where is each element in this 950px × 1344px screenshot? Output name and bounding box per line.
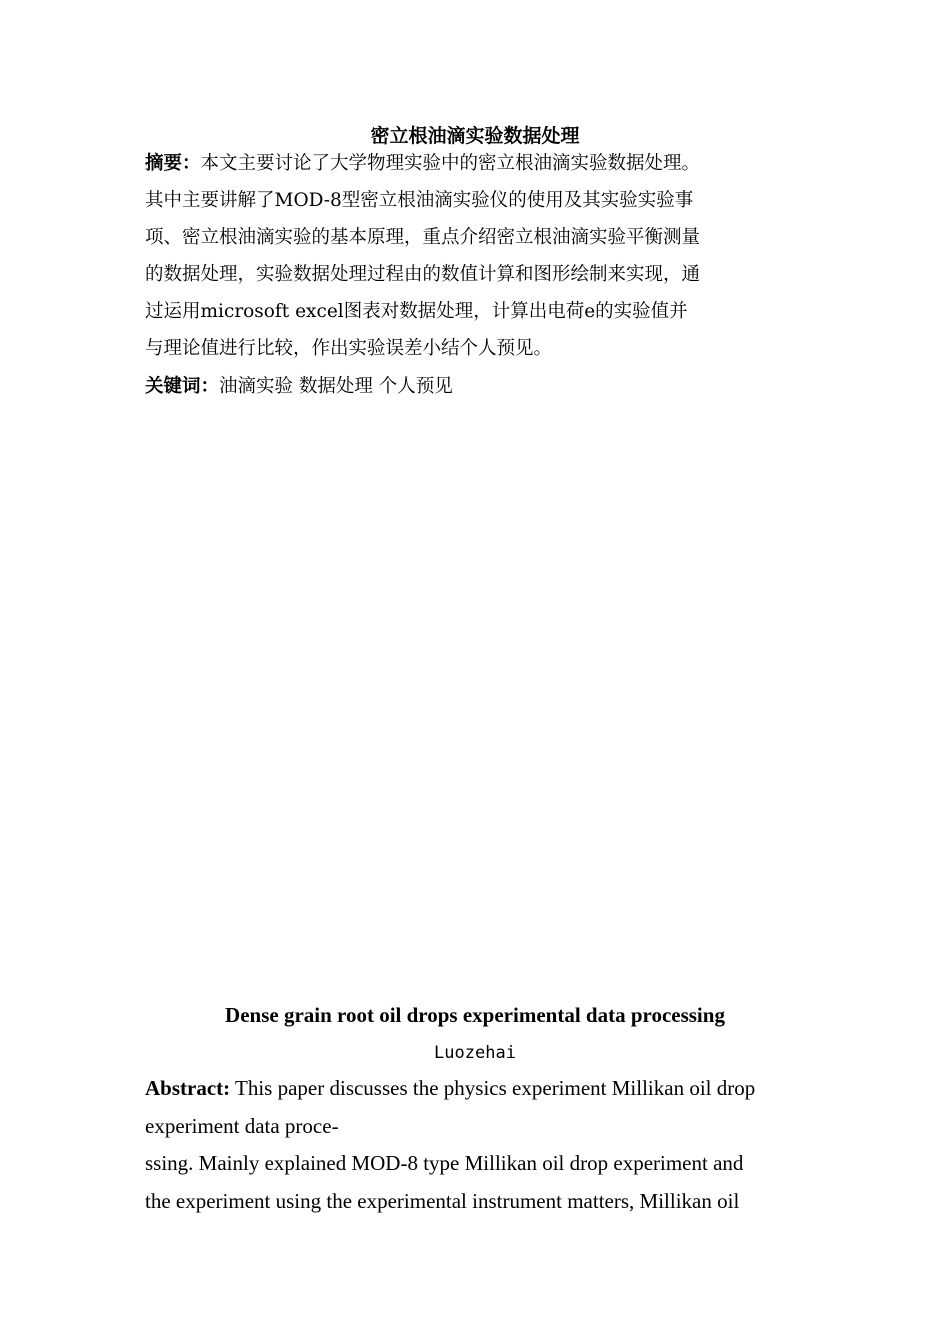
chinese-abstract	[145, 145, 813, 367]
english-abstract-line-2: experiment data proce-	[145, 1113, 339, 1138]
english-abstract-text: This paper discusses the physics experiment Millikan oil drop	[230, 1076, 756, 1100]
chinese-keywords-label: 关键词：	[145, 376, 220, 397]
chinese-abstract-line-6: 与理论值进行比较，作出实验误差小结个人预见。	[145, 338, 553, 359]
chinese-abstract-line-3: 项、密立根油滴实验的基本原理，重点介绍密立根油滴实验平衡测量	[145, 227, 701, 248]
english-abstract-label: Abstract:	[145, 1076, 231, 1100]
english-title: Dense grain root oil drops experimental data processing	[225, 1003, 725, 1027]
english-abstract	[145, 1070, 825, 1220]
chinese-abstract-line-4: 的数据处理，实验数据处理过程由的数值计算和图形绘制来实现，通	[145, 264, 701, 285]
chinese-abstract-line-2: 其中主要讲解了MOD-8型密立根油滴实验仪的使用及其实验实验事	[145, 190, 694, 211]
english-abstract-line-3: ssing. Mainly explained MOD-8 type Millikan oil drop experiment and	[145, 1151, 744, 1175]
english-abstract-line-4: the experiment using the experimental instrument matters, Millikan oil	[145, 1188, 740, 1213]
english-author: Luozehai	[434, 1043, 516, 1063]
chinese-abstract-text: 本文主要讨论了大学物理实验中的密立根油滴实验数据处理。	[200, 153, 701, 174]
chinese-keywords	[145, 368, 453, 405]
chinese-abstract-line-5: 过运用microsoft excel图表对数据处理，计算出电荷e的实验值并	[145, 301, 688, 322]
english-abstract-line-1	[145, 1070, 825, 1108]
chinese-abstract-line-1	[145, 145, 813, 182]
chinese-keywords-text: 油滴实验 数据处理 个人预见	[219, 376, 453, 397]
chinese-title: 密立根油滴实验数据处理	[370, 125, 580, 147]
chinese-abstract-label: 摘要：	[145, 153, 201, 174]
